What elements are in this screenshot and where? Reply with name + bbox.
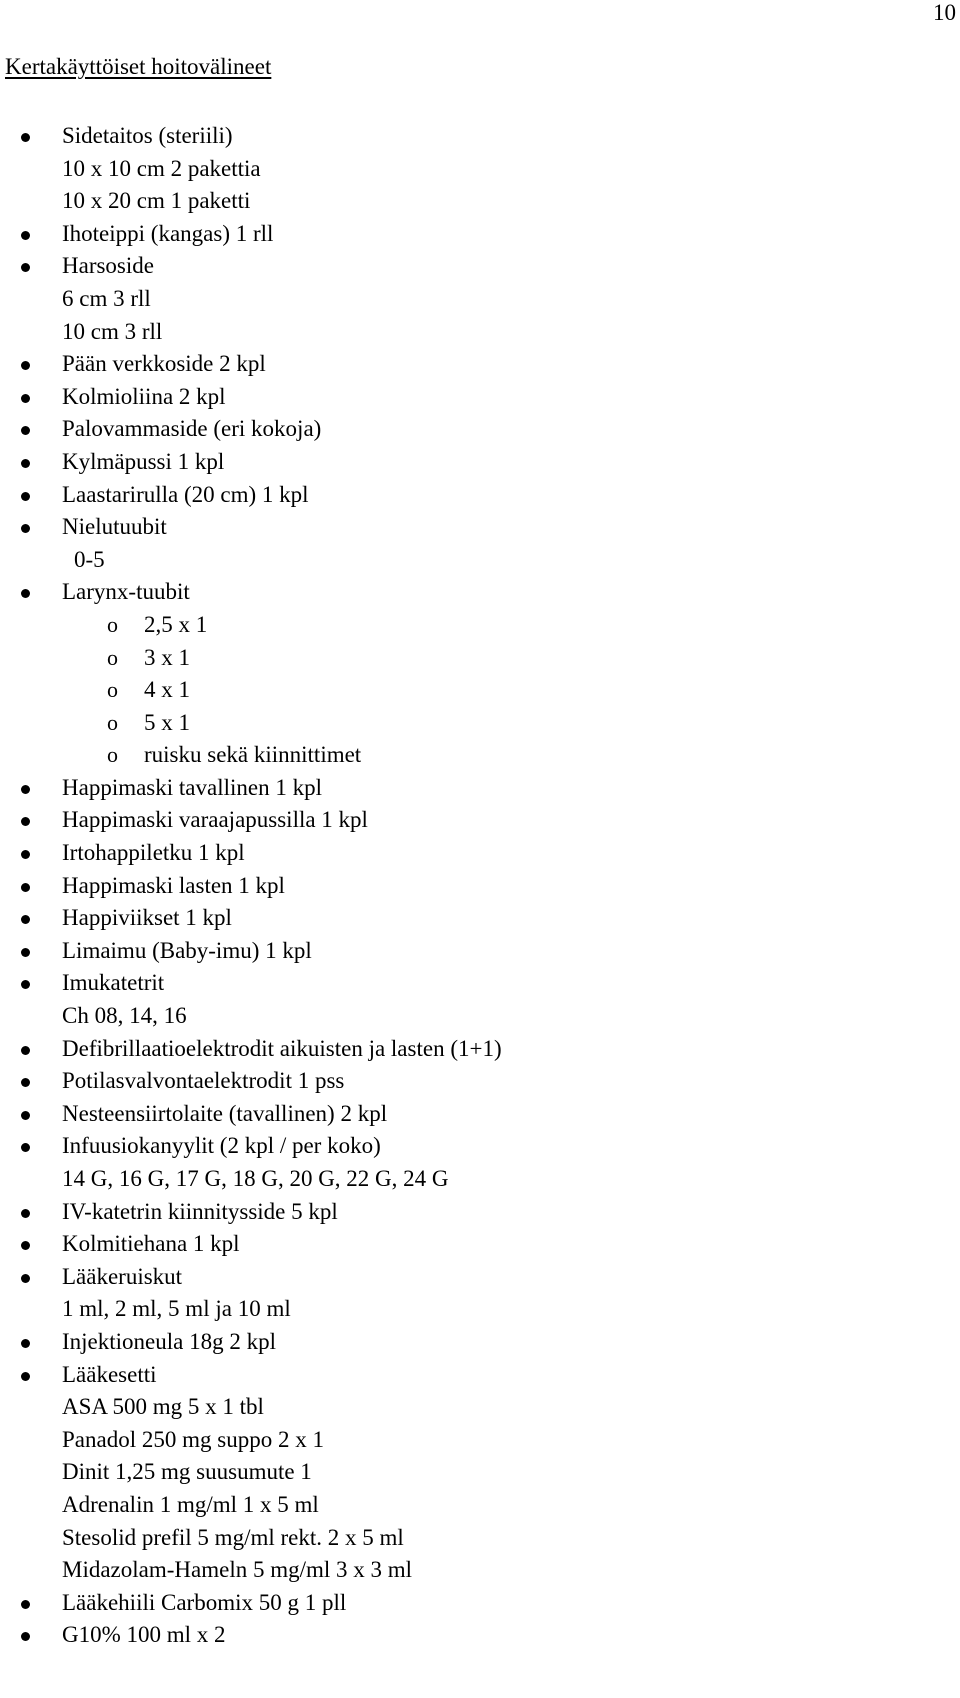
bullet-icon	[21, 426, 30, 435]
list-item	[0, 446, 940, 479]
list-item	[0, 120, 940, 153]
list-item-detail	[0, 1424, 940, 1457]
list-item	[0, 967, 940, 1000]
bullet-icon	[21, 263, 30, 272]
bullet-icon	[21, 1078, 30, 1087]
list-item-text: Nielutuubit	[62, 514, 167, 540]
bullet-icon	[21, 459, 30, 468]
bullet-icon	[21, 817, 30, 826]
list-item-text: 10 x 10 cm 2 pakettia	[62, 155, 261, 181]
sub-list-item	[0, 609, 940, 642]
list-item-text: Larynx-tuubit	[62, 579, 190, 605]
list-item-detail	[0, 1293, 940, 1326]
list-marker: o	[107, 644, 118, 670]
list-item	[0, 1261, 940, 1294]
bullet-icon	[21, 883, 30, 892]
list-marker: o	[107, 709, 118, 735]
list-item-text: Happimaski varaajapussilla 1 kpl	[62, 807, 368, 833]
list-item-text: Potilasvalvontaelektrodit 1 pss	[62, 1068, 345, 1094]
bullet-icon	[21, 361, 30, 370]
bullet-icon	[21, 980, 30, 989]
list-item-text: G10% 100 ml x 2	[62, 1622, 226, 1648]
list-item-detail	[0, 1522, 940, 1555]
section-heading: Kertakäyttöiset hoitovälineet	[5, 54, 272, 79]
list-item-detail	[0, 1391, 940, 1424]
sub-list-item	[0, 739, 940, 772]
list-item	[0, 902, 940, 935]
list-item-text: Panadol 250 mg suppo 2 x 1	[62, 1426, 324, 1452]
bullet-icon	[21, 589, 30, 598]
list-item-text: 14 G, 16 G, 17 G, 18 G, 20 G, 22 G, 24 G	[62, 1166, 449, 1191]
list-item	[0, 1228, 940, 1261]
bullet-icon	[21, 1241, 30, 1250]
bullet-icon	[21, 1339, 30, 1348]
list-item-text: 6 cm 3 rll	[62, 285, 151, 311]
list-item-text: 10 x 20 cm 1 paketti	[62, 188, 251, 214]
list-item	[0, 1098, 940, 1131]
list-item-text: Kolmioliina 2 kpl	[62, 383, 226, 409]
list-item-detail	[0, 1554, 940, 1587]
list-item-text: Limaimu (Baby-imu) 1 kpl	[62, 937, 312, 963]
list-marker: o	[107, 677, 118, 703]
list-item	[0, 1619, 940, 1652]
bullet-icon	[21, 1600, 30, 1609]
list-item-text: IV-katetrin kiinnitysside 5 kpl	[62, 1198, 338, 1224]
list-item	[0, 1326, 940, 1359]
list-item-text: ruisku sekä kiinnittimet	[144, 742, 362, 768]
list-item-text: Midazolam-Hameln 5 mg/ml 3 x 3 ml	[62, 1557, 413, 1583]
bullet-icon	[21, 948, 30, 957]
list-item-text: Kylmäpussi 1 kpl	[62, 448, 225, 474]
list-item-text: ASA 500 mg 5 x 1 tbl	[62, 1394, 264, 1420]
list-item-text: Dinit 1,25 mg suusumute 1	[62, 1459, 312, 1485]
bullet-icon	[21, 1372, 30, 1381]
list-item-text: Imukatetrit	[62, 970, 165, 996]
list-item-text: Ihoteippi (kangas) 1 rll	[62, 220, 274, 246]
list-item-text: 2,5 x 1	[144, 611, 208, 637]
list-item-text: Lääkeruiskut	[62, 1263, 183, 1289]
list-item	[0, 1033, 940, 1066]
list-item-detail	[0, 153, 940, 186]
list-item	[0, 218, 940, 251]
list-item-text: Irtohappiletku 1 kpl	[62, 840, 245, 866]
list-marker: o	[107, 611, 118, 637]
list-item-text: 3 x 1	[144, 644, 190, 670]
list-item	[0, 1587, 940, 1620]
list-item-text: 0-5	[74, 546, 105, 572]
bullet-icon	[21, 524, 30, 533]
bullet-icon	[21, 133, 30, 142]
list-item-detail	[0, 185, 940, 218]
sub-list-item	[0, 642, 940, 675]
list-item	[0, 250, 940, 283]
list-item-text: Sidetaitos (steriili)	[62, 123, 233, 148]
sub-list-item	[0, 674, 940, 707]
bullet-icon	[21, 1209, 30, 1218]
list-item-detail	[0, 316, 940, 349]
list-item-detail	[0, 544, 940, 577]
list-item	[0, 935, 940, 968]
list-item-text: Defibrillaatioelektrodit aikuisten ja lasten (1+1)	[62, 1035, 502, 1061]
list-item-detail	[0, 283, 940, 316]
list-item-text: Lääkesetti	[62, 1361, 157, 1387]
list-item-text: 1 ml, 2 ml, 5 ml ja 10 ml	[62, 1296, 291, 1322]
list-item	[0, 1065, 940, 1098]
list-marker: o	[107, 742, 118, 768]
list-item-detail	[0, 1489, 940, 1522]
list-item-text: Lääkehiili Carbomix 50 g 1 pll	[62, 1589, 347, 1615]
list-item	[0, 772, 940, 805]
list-item-text: Palovammaside (eri kokoja)	[62, 416, 322, 442]
list-item-text: Harsoside	[62, 253, 154, 279]
bullet-icon	[21, 1046, 30, 1055]
list-item-text: Happimaski lasten 1 kpl	[62, 872, 285, 898]
bullet-icon	[21, 1274, 30, 1283]
list-item	[0, 511, 940, 544]
page-number: 10	[933, 0, 956, 25]
bullet-icon	[21, 394, 30, 403]
list-item	[0, 1359, 940, 1392]
list-item	[0, 1196, 940, 1229]
bullet-icon	[21, 1632, 30, 1641]
list-item-text: Kolmitiehana 1 kpl	[62, 1231, 240, 1257]
list-item	[0, 413, 940, 446]
list-item	[0, 348, 940, 381]
list-item-text: Pään verkkoside 2 kpl	[62, 351, 266, 377]
list-item	[0, 1130, 940, 1163]
list-item	[0, 870, 940, 903]
list-item-text: Infuusiokanyylit (2 kpl / per koko)	[62, 1133, 381, 1159]
bullet-icon	[21, 492, 30, 501]
list-item	[0, 837, 940, 870]
bullet-icon	[21, 785, 30, 794]
list-item	[0, 381, 940, 414]
list-item-text: 4 x 1	[144, 677, 190, 703]
list-item	[0, 804, 940, 837]
bullet-icon	[21, 915, 30, 924]
list-item-text: 5 x 1	[144, 709, 190, 735]
list-item-text: Nesteensiirtolaite (tavallinen) 2 kpl	[62, 1100, 388, 1126]
list-item	[0, 479, 940, 512]
list-item-text: Laastarirulla (20 cm) 1 kpl	[62, 481, 309, 507]
list-item-text: Injektioneula 18g 2 kpl	[62, 1328, 276, 1354]
bullet-icon	[21, 231, 30, 240]
equipment-list	[0, 120, 940, 1652]
list-item-detail	[0, 1163, 940, 1196]
list-item	[0, 576, 940, 609]
list-item-text: Happimaski tavallinen 1 kpl	[62, 774, 322, 800]
list-item-text: Adrenalin 1 mg/ml 1 x 5 ml	[62, 1491, 319, 1517]
bullet-icon	[21, 1111, 30, 1120]
bullet-icon	[21, 1143, 30, 1152]
list-item-text: Happiviikset 1 kpl	[62, 905, 232, 931]
list-item-detail	[0, 1000, 940, 1033]
list-item-text: Ch 08, 14, 16	[62, 1003, 187, 1029]
list-item-text: Stesolid prefil 5 mg/ml rekt. 2 x 5 ml	[62, 1524, 404, 1550]
list-item-text: 10 cm 3 rll	[62, 318, 163, 344]
bullet-icon	[21, 850, 30, 859]
sub-list-item	[0, 707, 940, 740]
list-item-detail	[0, 1456, 940, 1489]
